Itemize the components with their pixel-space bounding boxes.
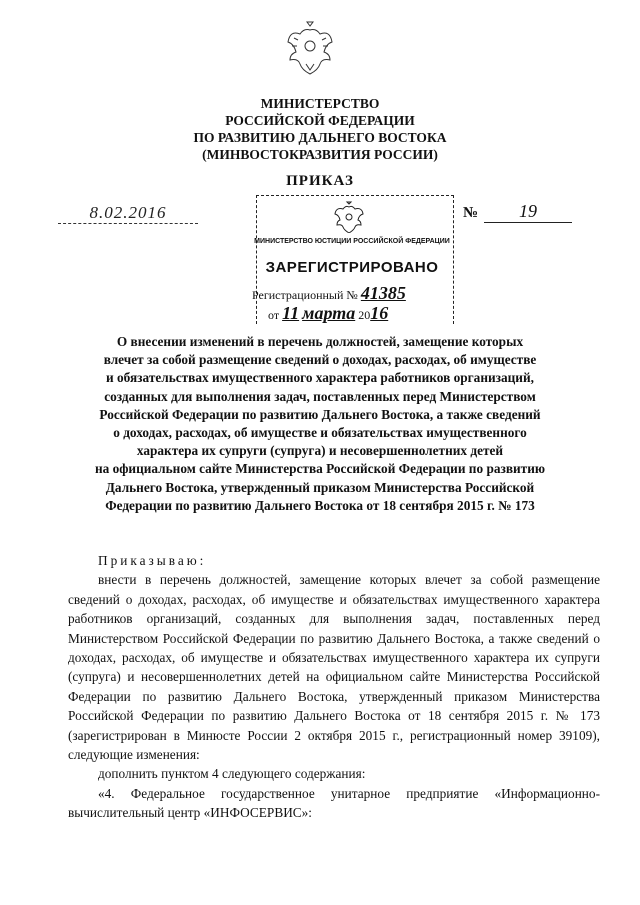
title-line: О внесении изменений в перечень должностей, замещение которых (116, 334, 524, 349)
stamp-ministry-name: МИНИСТЕРСТВО ЮСТИЦИИ РОССИЙСКОЙ ФЕДЕРАЦИИ (254, 238, 450, 245)
title-line: Федерации по развитию Дальнего Востока от 18 сентября 2015 г. № 173 (105, 497, 535, 513)
document-body (68, 551, 600, 823)
stamp-date-year-prefix: 20 (358, 308, 371, 322)
coat-of-arms-emblem (286, 20, 334, 78)
stamp-date-month: марта (302, 303, 356, 323)
stamp-reg-number-line (252, 283, 452, 304)
title-line: Российской Федерации по развитию Дальнего Востока, а также сведений (99, 406, 541, 422)
title-line: созданных для выполнения задач, поставленных перед Министерством (104, 388, 536, 404)
ministry-line: РОССИЙСКОЙ ФЕДЕРАЦИИ (225, 113, 415, 128)
ministry-line: МИНИСТЕРСТВО (260, 96, 380, 111)
document-title (70, 333, 570, 515)
order-word: Приказываю: (98, 553, 207, 568)
paragraph-item-4: «4. Федеральное государственное унитарное предприятие «Информационно-вычислительный центр «ИНФОСЕРВИС»: (68, 785, 600, 821)
title-line: Дальнего Востока, утвержденный приказом Министерства Российской (105, 479, 535, 495)
order-date: 8.02.2016 (58, 203, 198, 224)
stamp-registered: ЗАРЕГИСТРИРОВАНО (265, 259, 439, 276)
title-line: влечет за собой размещение сведений о доходах, расходах, об имуществе (103, 352, 537, 368)
stamp-date-day: 11 (282, 303, 300, 323)
ministry-line: ПО РАЗВИТИЮ ДАЛЬНЕГО ВОСТОКА (193, 130, 447, 145)
number-label: № (463, 205, 479, 221)
title-line: о доходах, расходах, об имуществе и обязательствах имущественного (113, 425, 527, 441)
title-line: и обязательствах имущественного характера работников организаций, (106, 370, 534, 386)
stamp-reg-number: 41385 (360, 283, 406, 303)
stamp-date-prefix: от (268, 308, 280, 322)
paragraph-addition: дополнить пунктом 4 следующего содержания: (98, 766, 366, 782)
order-number: 19 (484, 201, 572, 223)
stamp-date-line (268, 303, 452, 324)
stamp-reg-label: Регистрационный № (252, 288, 358, 302)
document-type: ПРИКАЗ (286, 173, 354, 189)
ministry-line: (МИНВОСТОКРАЗВИТИЯ РОССИИ) (202, 147, 438, 162)
registration-stamp (250, 195, 454, 325)
ministry-header (150, 95, 490, 163)
paragraph-main: внести в перечень должностей, замещение которых влечет за собой размещение сведений о доходах, расходах, об имуществе и обязательствах имущественного характера работников организаций, созданных для выполнения задач, поставленных перед Министерством Российской Федерации по развитию Дальнего Востока, а также сведений о доходах, расходах, об имуществе и обязательствах имущественного характера их супруги (супруга) и несовершеннолетних детей на официальном сайте Министерства Российской Федерации по развитию Дальнего Востока, утвержденный приказом Министерства Российской Федерации по развитию Дальнего Востока от 18 сентября 2015 г. № 173 (зарегистрирован в Минюсте России 2 октября 2015 г., регистрационный номер 39109), следующие изменения: (68, 572, 600, 763)
eagle-icon (334, 201, 364, 233)
title-line: на официальном сайте Министерства Российской Федерации по развитию (94, 461, 546, 477)
title-line: характера их супруги (супруга) и несовершеннолетних детей (136, 443, 504, 459)
stamp-date-year-suffix: 16 (370, 303, 389, 323)
